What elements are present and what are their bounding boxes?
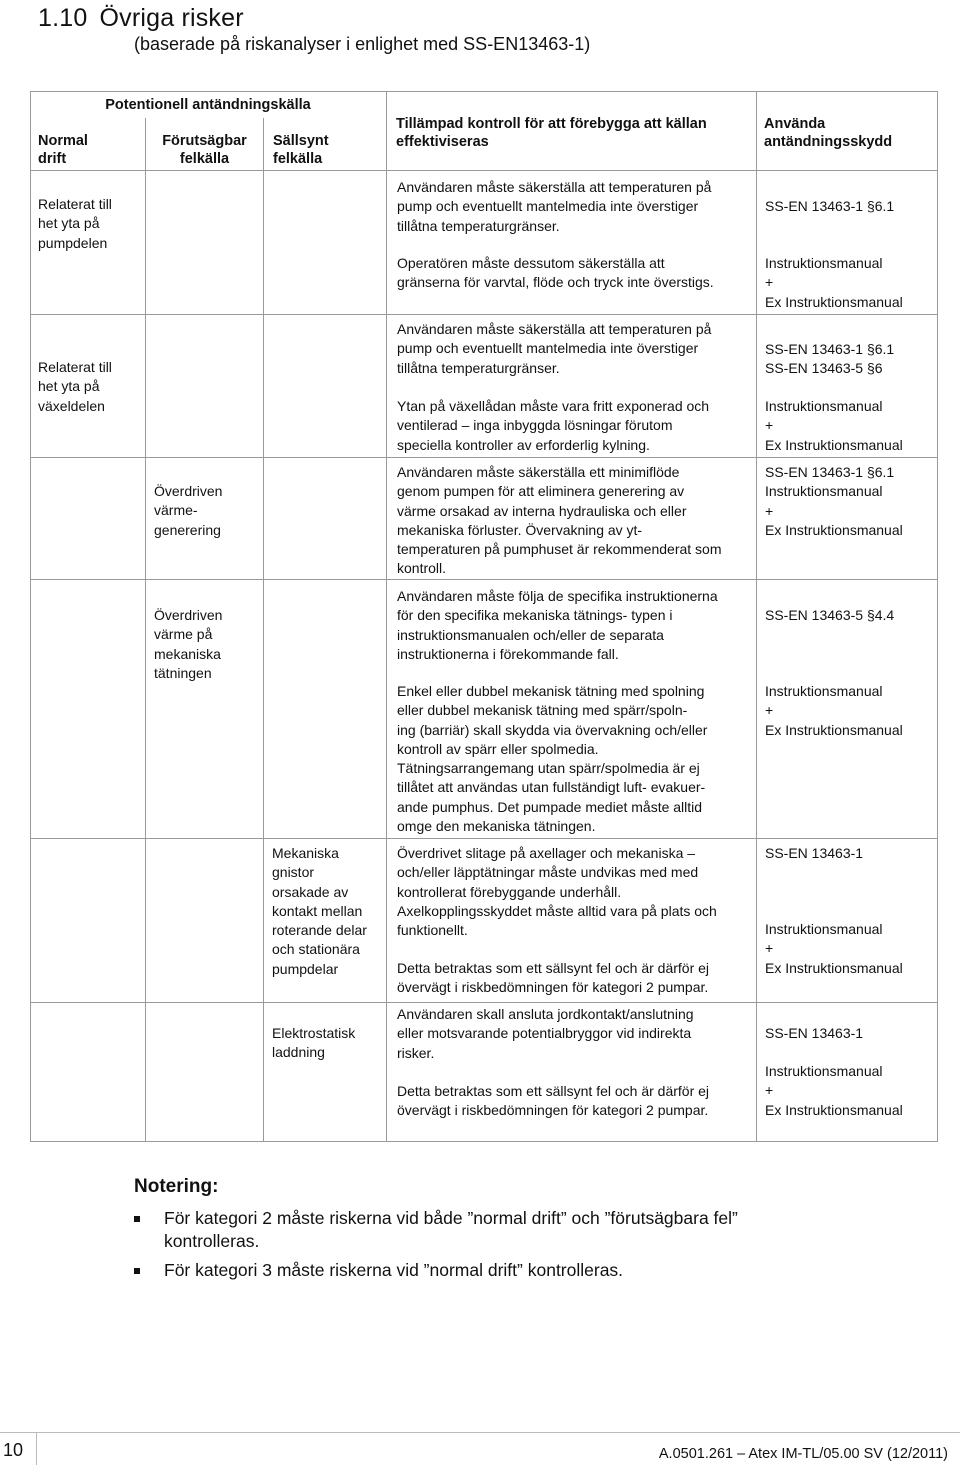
row-separator xyxy=(30,314,938,315)
column-separator xyxy=(263,118,264,1142)
row3-protection-1: SS-EN 13463-1 §6.1 Instruktionsmanual + Ex Instruktionsmanual xyxy=(765,464,903,538)
column-separator xyxy=(756,91,757,1142)
row-separator xyxy=(30,579,938,580)
row5-protection-1: SS-EN 13463-1 xyxy=(765,845,864,861)
row6-protection-1: SS-EN 13463-1 xyxy=(765,1025,864,1041)
footer-rule xyxy=(0,1432,960,1433)
row6-rare-source: Elektrostatisk laddning xyxy=(272,1025,356,1061)
row4-foreseeable-source: Överdriven värme på mekaniska tätningen xyxy=(154,607,223,681)
header-normal-operation: Normal drift xyxy=(38,133,88,167)
row5-control-1: Överdrivet slitage på axellager och mekaniska – och/eller läpptätningar måste undvikas med med kontrollerat förebyggande underhåll. Axelkopplingsskyddet måste alltid vara på plats och funktionellt. xyxy=(397,845,717,939)
row-separator xyxy=(30,838,938,839)
section-title: Övriga risker xyxy=(99,4,244,32)
row2-normal-source: Relaterat till het yta på växeldelen xyxy=(38,359,112,414)
row5-control-2: Detta betraktas som ett sällsynt fel och är därför ej övervägt i riskbedömningen för kategori 2 pumpar. xyxy=(397,960,710,996)
row1-protection-2: Instruktionsmanual + Ex Instruktionsmanual xyxy=(765,255,903,310)
column-separator xyxy=(386,91,387,1142)
header-rare-fault: Sällsynt felkälla xyxy=(273,133,329,167)
row-separator xyxy=(30,1002,938,1003)
note-text: För kategori 3 måste riskerna vid ”normal drift” kontrolleras. xyxy=(164,1260,624,1280)
row1-protection-1: SS-EN 13463-1 §6.1 xyxy=(765,198,895,214)
row6-protection-2: Instruktionsmanual + Ex Instruktionsmanual xyxy=(765,1063,903,1118)
row4-control-2: Enkel eller dubbel mekanisk tätning med spolning eller dubbel mekanisk tätning med spärr/spoln- ing (barriär) skall skydda via övervakning och/eller kontroll av spärr eller spolmedia. Tätningsarrangemang utan spärr/spolmedia är ej tillåtet att användas utan fullständigt luft- evakuer- ande pumphus. Det pumpade mediet måste alltid omge den mekaniska tätningen. xyxy=(397,683,708,835)
row1-control-1: Användaren måste säkerställa att temperaturen på pump och eventuellt mantelmedia inte överstiger tillåtna temperaturgränser. xyxy=(397,179,712,234)
row1-control-2: Operatören måste dessutom säkerställa att gränserna för varvtal, flöde och tryck inte överstigs. xyxy=(397,255,714,291)
note-text: För kategori 2 måste riskerna vid både ”normal drift” och ”förutsägbara fel” kontrolleras. xyxy=(164,1208,738,1251)
row2-control-2: Ytan på växellådan måste vara fritt exponerad och ventilerad – inga inbyggda lösningar förutom speciella kontroller av erforderlig kylning. xyxy=(397,398,710,453)
row3-foreseeable-source: Överdriven värme- generering xyxy=(154,483,223,538)
section-heading xyxy=(38,4,244,33)
row4-control-1: Användaren måste följa de specifika instruktionerna för den specifika mekaniska tätnings- typen i instruktionsmanualen och/eller de separata instruktionerna i förekommande fall. xyxy=(397,588,718,662)
header-foreseeable-fault: Förutsägbar felkälla xyxy=(162,133,247,167)
table-border-top xyxy=(30,91,938,92)
row2-control-1: Användaren måste säkerställa att temperaturen på pump och eventuellt mantelmedia inte överstiger tillåtna temperaturgränser. xyxy=(397,321,712,376)
header-potential-ignition-source: Potentionell antändningskälla xyxy=(105,97,311,113)
row4-protection-2: Instruktionsmanual + Ex Instruktionsmanual xyxy=(765,683,903,738)
row1-normal-source: Relaterat till het yta på pumpdelen xyxy=(38,196,112,251)
table-border-bottom xyxy=(30,1141,938,1142)
row-separator xyxy=(30,457,938,458)
notes-title: Notering: xyxy=(134,1176,219,1197)
page-number: 10 xyxy=(3,1440,24,1460)
section-subtitle: (baserade på riskanalyser i enlighet med SS-EN13463-1) xyxy=(134,34,591,54)
table-border-right xyxy=(937,91,938,1142)
bullet-icon xyxy=(134,1216,140,1222)
row6-control-2: Detta betraktas som ett sällsynt fel och är därför ej övervägt i riskbedömningen för kategori 2 pumpar. xyxy=(397,1083,710,1119)
row4-protection-1: SS-EN 13463-5 §4.4 xyxy=(765,607,895,623)
row2-protection-2: Instruktionsmanual + Ex Instruktionsmanual xyxy=(765,398,903,453)
header-applied-control: Tillämpad kontroll för att förebygga att källan effektiviseras xyxy=(396,116,707,150)
row5-protection-2: Instruktionsmanual + Ex Instruktionsmanual xyxy=(765,921,903,976)
section-number: 1.10 xyxy=(38,4,88,32)
row2-protection-1: SS-EN 13463-1 §6.1 SS-EN 13463-5 §6 xyxy=(765,341,895,377)
document-reference: A.0501.261 – Atex IM-TL/05.00 SV (12/2011) xyxy=(658,1446,948,1462)
row5-rare-source: Mekaniska gnistor orsakade av kontakt mellan roterande delar och stationära pumpdelar xyxy=(272,845,367,977)
header-separator xyxy=(30,170,938,171)
footer-divider xyxy=(36,1432,37,1465)
table-border-left xyxy=(30,91,31,1142)
row6-control-1: Användaren skall ansluta jordkontakt/anslutning eller motsvarande potentialbryggor vid indirekta risker. xyxy=(397,1006,694,1061)
header-ignition-protection: Använda antändningsskydd xyxy=(764,116,893,150)
column-separator xyxy=(145,118,146,1142)
bullet-icon xyxy=(134,1268,140,1274)
row3-control-1: Användaren måste säkerställa ett minimiflöde genom pumpen för att eliminera generering av värme orsakad av interna hydrauliska och eller mekaniska förluster. Övervakning av yt- temperaturen på pumphuset är rekommenderat som kontroll. xyxy=(397,464,722,577)
